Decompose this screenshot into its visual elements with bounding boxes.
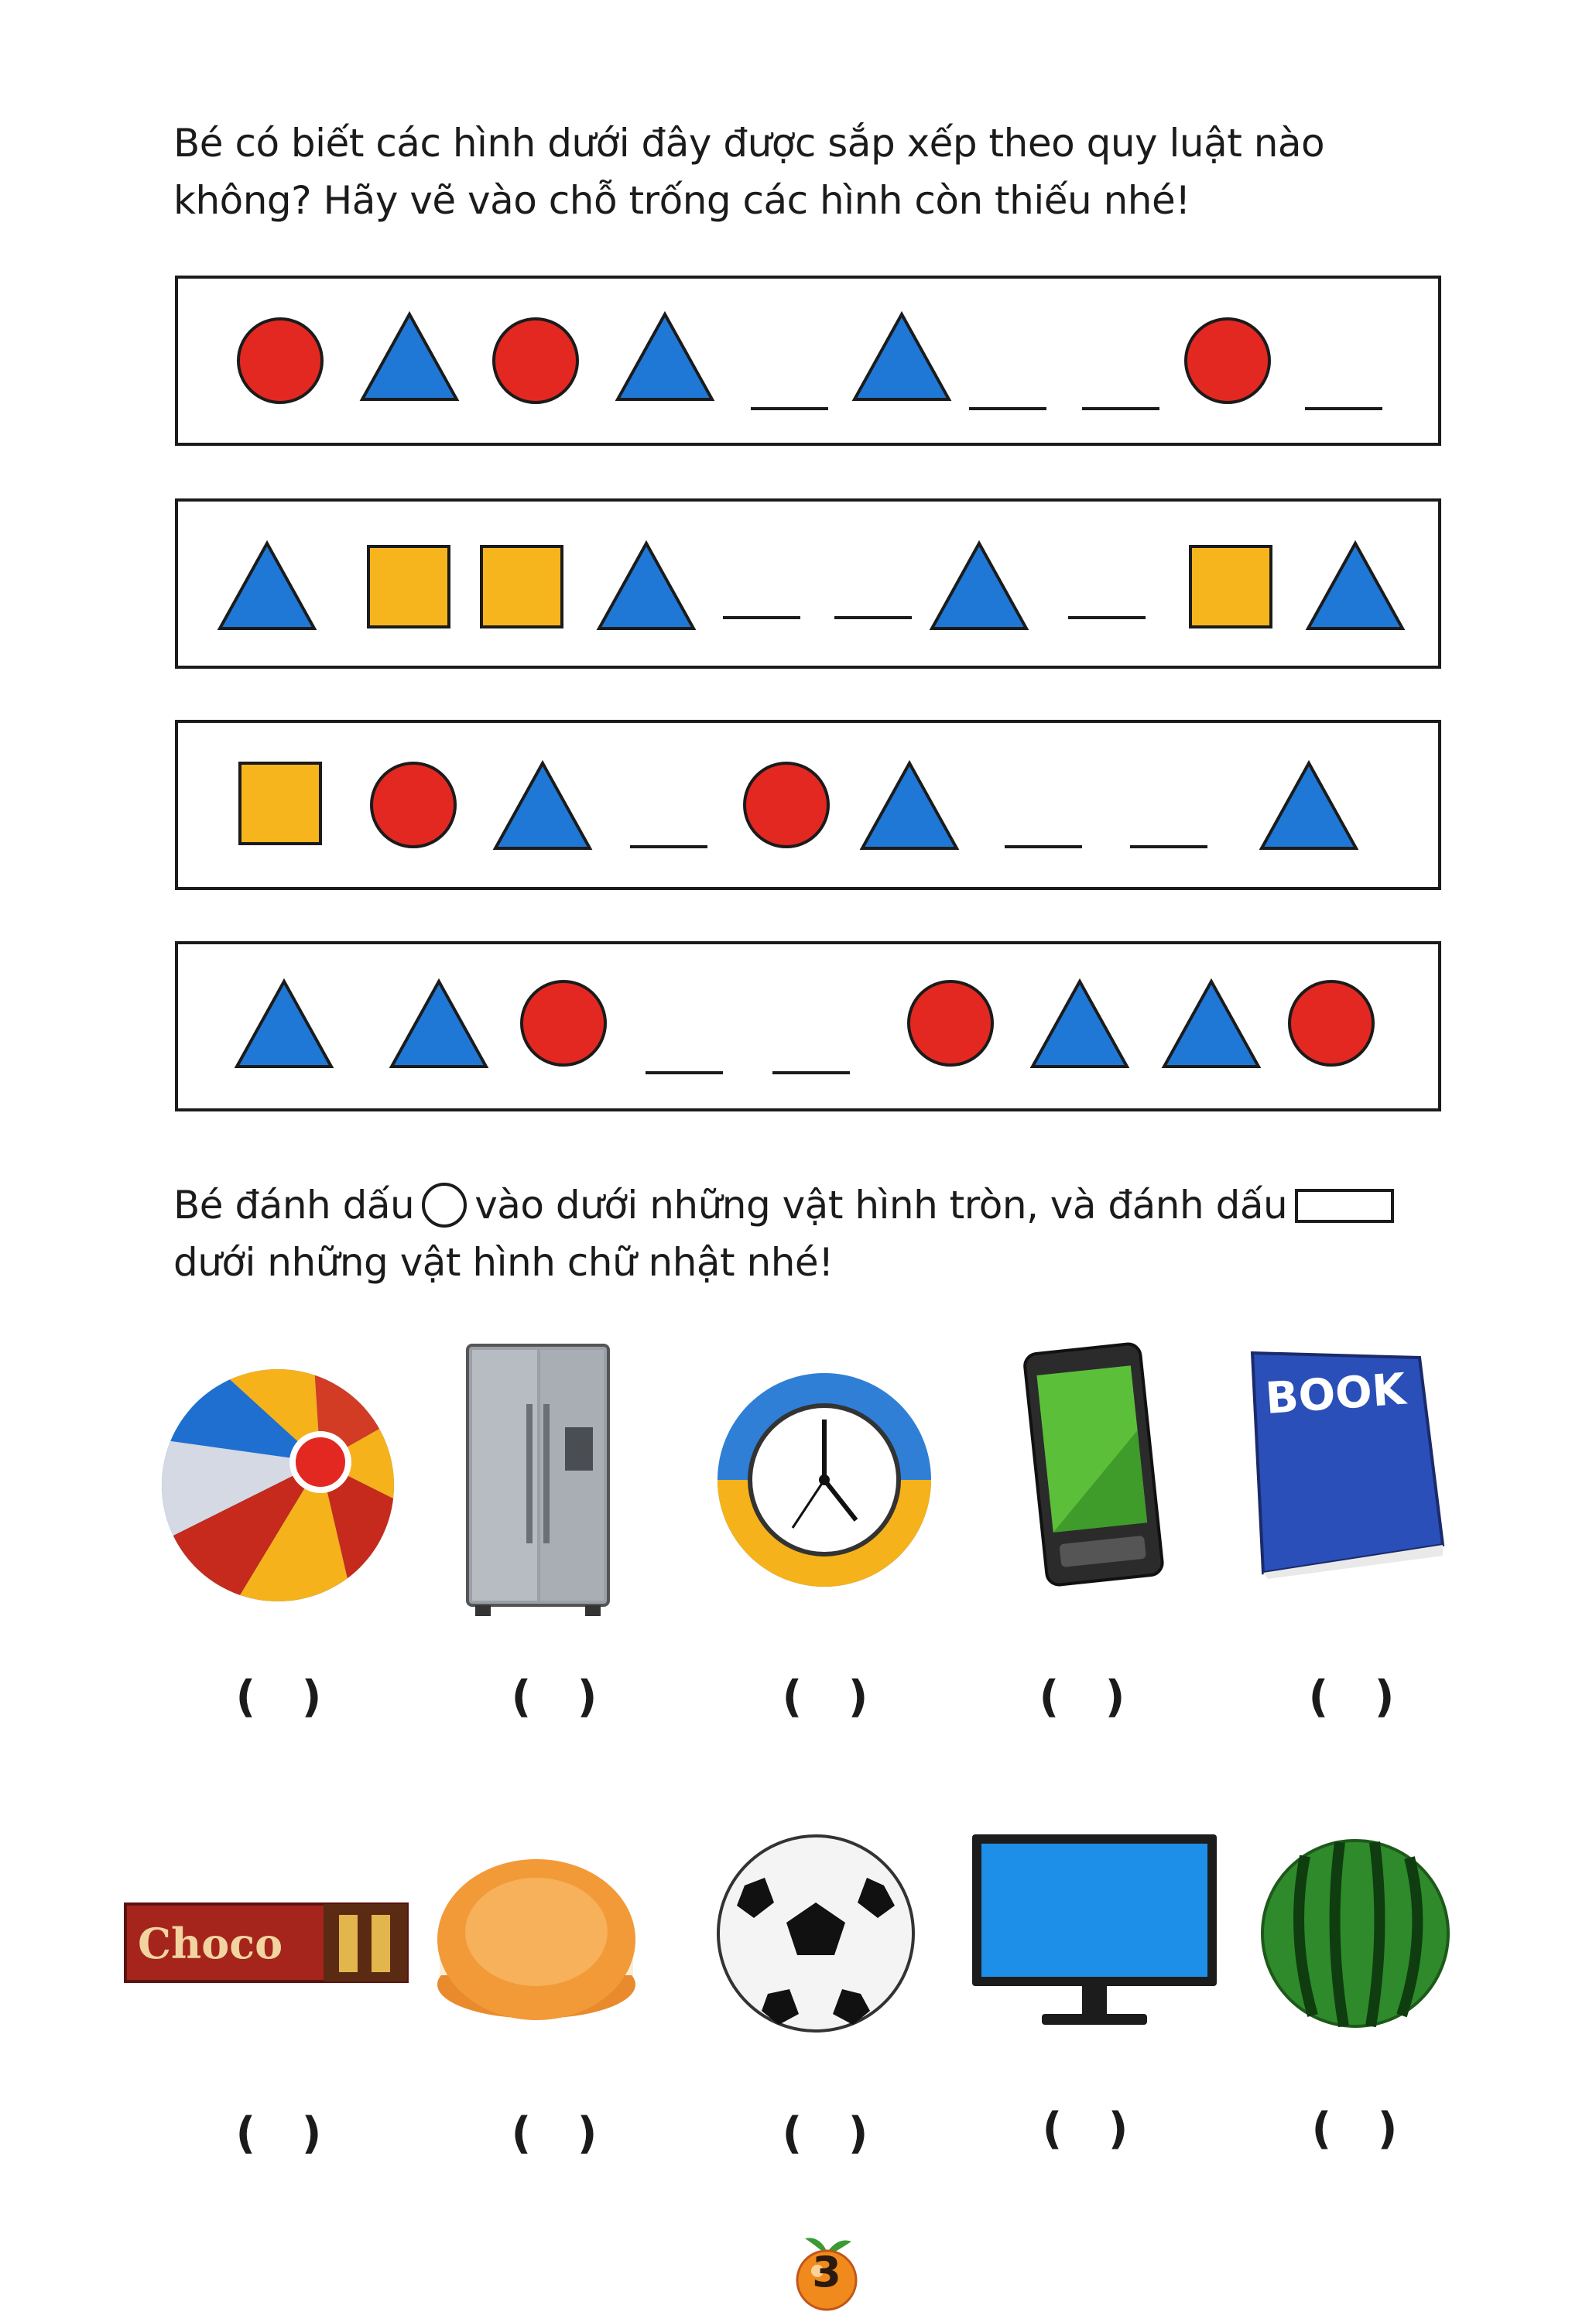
answer-mark[interactable]: ( )	[1311, 2104, 1398, 2154]
pattern-row-3	[175, 720, 1441, 890]
blank-slot[interactable]	[1082, 407, 1159, 410]
instruction-line-3	[173, 1176, 1489, 1234]
blue-triangle	[596, 540, 697, 632]
circle-mark-icon	[422, 1183, 467, 1228]
blank-slot[interactable]	[1005, 845, 1082, 848]
blank-slot[interactable]	[969, 407, 1046, 410]
blue-triangle	[1305, 540, 1406, 632]
pattern-row-2	[175, 498, 1441, 669]
blue-triangle	[1259, 760, 1359, 851]
red-circle	[743, 762, 830, 848]
instruction-line-2: không? Hãy vẽ vào chỗ trống các hình còn thiếu nhé!	[173, 178, 1190, 223]
blank-slot[interactable]	[646, 1071, 723, 1074]
blue-triangle	[359, 311, 460, 402]
blue-triangle	[851, 311, 952, 402]
red-circle	[492, 317, 579, 404]
answer-mark[interactable]: ( )	[1308, 1672, 1395, 1722]
instruction-marking	[173, 1176, 1489, 1291]
answer-mark[interactable]: ( )	[511, 1672, 598, 1722]
answer-mark[interactable]: ( )	[782, 1672, 868, 1722]
rectangle-mark-icon	[1295, 1189, 1394, 1223]
blue-triangle	[929, 540, 1029, 632]
answer-mark[interactable]: ( )	[235, 1672, 322, 1722]
blank-slot[interactable]	[1305, 407, 1382, 410]
red-circle	[907, 980, 994, 1067]
blank-slot[interactable]	[834, 616, 912, 619]
answer-mark[interactable]: ( )	[1039, 1672, 1125, 1722]
chocolate-label: Choco	[138, 1919, 283, 1968]
page-number: 3	[812, 2248, 841, 2296]
wall-clock-icon	[715, 1367, 933, 1596]
instruction-line-4: dưới những vật hình chữ nhật nhé!	[173, 1240, 834, 1285]
blue-triangle	[492, 760, 593, 851]
blank-slot[interactable]	[630, 845, 707, 848]
blank-slot[interactable]	[772, 1071, 850, 1074]
macaron-icon	[433, 1855, 639, 2025]
instruction-patterns	[173, 115, 1489, 229]
soccer-ball-icon	[714, 1831, 918, 2039]
yellow-square	[238, 762, 322, 845]
blue-triangle	[234, 978, 334, 1070]
red-circle	[370, 762, 457, 848]
pattern-row-1	[175, 276, 1441, 446]
blank-slot[interactable]	[1130, 845, 1207, 848]
monitor-icon	[969, 1831, 1220, 2034]
yellow-square	[367, 545, 450, 628]
blue-triangle	[1161, 978, 1262, 1070]
smartphone-icon	[1020, 1342, 1167, 1591]
book-icon	[1237, 1347, 1446, 1584]
yellow-square	[480, 545, 563, 628]
blue-triangle	[859, 760, 960, 851]
blank-slot[interactable]	[1068, 616, 1146, 619]
red-circle	[1288, 980, 1375, 1067]
beach-ball-icon	[158, 1365, 398, 1608]
instruction-line-1: Bé có biết các hình dưới đây được sắp xếp theo quy luật nào	[173, 121, 1325, 166]
answer-mark[interactable]: ( )	[511, 2108, 598, 2159]
blank-slot[interactable]	[723, 616, 800, 619]
blue-triangle	[1029, 978, 1130, 1070]
answer-mark[interactable]: ( )	[1042, 2104, 1129, 2154]
blue-triangle	[217, 540, 317, 632]
refrigerator-icon	[464, 1342, 611, 1624]
blue-triangle	[389, 978, 489, 1070]
red-circle	[520, 980, 607, 1067]
red-circle	[237, 317, 324, 404]
page-number-badge	[788, 2234, 865, 2311]
watermelon-icon	[1259, 1833, 1452, 2033]
pattern-row-4	[175, 941, 1441, 1111]
answer-mark[interactable]: ( )	[235, 2108, 322, 2159]
book-cover-label: BOOK	[1263, 1364, 1408, 1425]
answer-mark[interactable]: ( )	[782, 2108, 868, 2159]
instruction-middle: vào dưới những vật hình tròn, và đánh dấu	[474, 1183, 1288, 1228]
blank-slot[interactable]	[751, 407, 828, 410]
red-circle	[1184, 317, 1271, 404]
blue-triangle	[615, 311, 715, 402]
instruction-intro: Bé đánh dấu	[173, 1183, 415, 1228]
chocolate-bar-icon	[122, 1899, 410, 1989]
yellow-square	[1189, 545, 1272, 628]
